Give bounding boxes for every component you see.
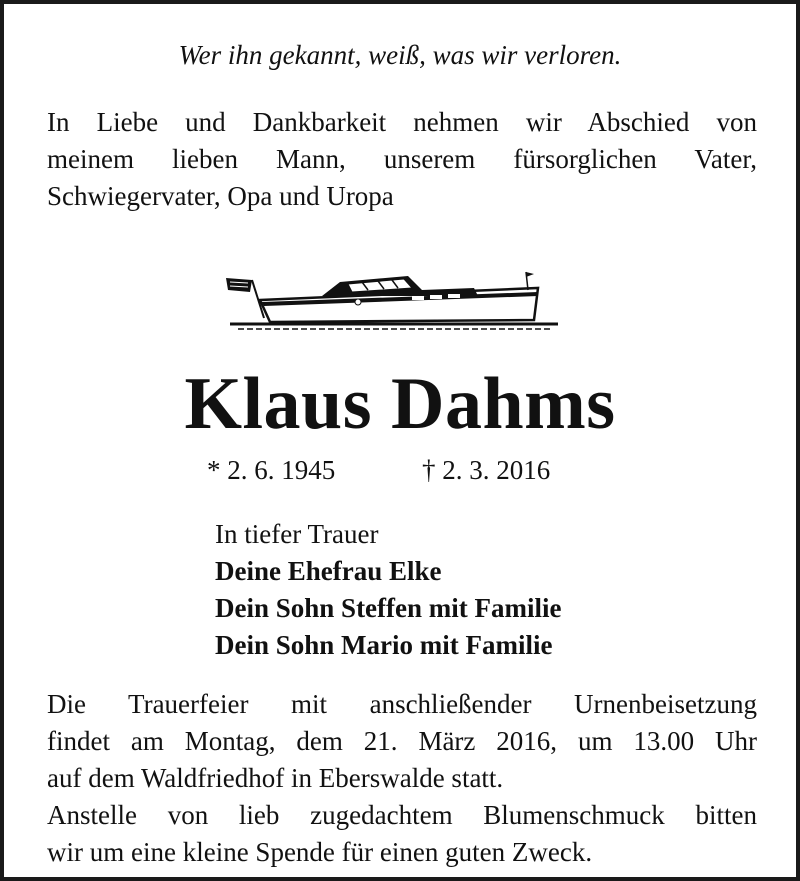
family-member: Deine Ehefrau Elke	[215, 556, 442, 586]
mourners-block	[215, 516, 561, 664]
intro-text	[47, 104, 757, 215]
funeral-line: wir um eine kleine Spende für einen guten Zweck.	[47, 837, 593, 867]
funeral-line: Die Trauerfeier mit anschließender Urnenbeisetzung	[47, 689, 757, 719]
motto: Wer ihn gekannt, weiß, was wir verloren.	[178, 40, 622, 70]
funeral-line: findet am Montag, dem 21. März 2016, um 13.00 Uhr	[47, 726, 757, 756]
mourning-title: In tiefer Trauer	[215, 519, 379, 549]
birth-date: * 2. 6. 1945	[207, 455, 336, 485]
intro-line: meinem lieben Mann, unserem fürsorglichen Vater,	[47, 144, 757, 174]
deceased-name: Klaus Dahms	[184, 363, 616, 445]
funeral-line: auf dem Waldfriedhof in Eberswalde statt.	[47, 763, 504, 793]
death-date: † 2. 3. 2016	[422, 455, 551, 485]
intro-line: Schwiegervater, Opa und Uropa	[47, 181, 394, 211]
motor-boat-icon	[222, 266, 562, 336]
funeral-line: Anstelle von lieb zugedachtem Blumenschmuck bitten	[47, 800, 757, 830]
family-member: Dein Sohn Mario mit Familie	[215, 630, 553, 660]
funeral-info	[47, 686, 757, 871]
family-member: Dein Sohn Steffen mit Familie	[215, 593, 562, 623]
intro-line: In Liebe und Dankbarkeit nehmen wir Abschied von	[47, 107, 757, 137]
